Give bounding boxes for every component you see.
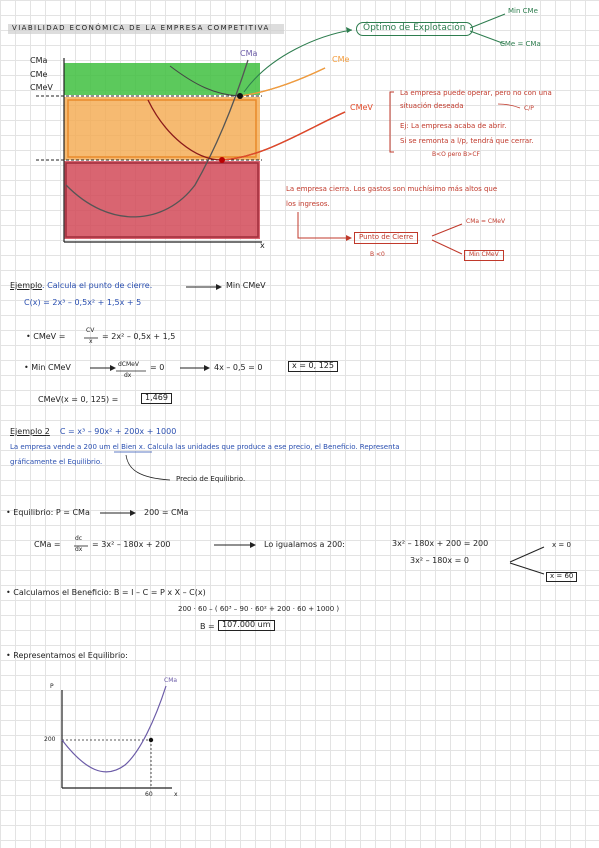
cierre-branch-down bbox=[432, 240, 462, 254]
curve-label-cme: CMe bbox=[332, 55, 350, 64]
optimo-arrow-head bbox=[346, 27, 352, 33]
optimo-point bbox=[237, 93, 243, 99]
y-label-cma: CMa bbox=[30, 56, 48, 65]
ej1-label: Ejemplo bbox=[10, 281, 43, 290]
deriv-den: dx bbox=[124, 372, 132, 379]
cma-dx: dx bbox=[75, 546, 83, 553]
zone-red bbox=[64, 161, 260, 239]
ej2-line-1: La empresa vende a 200 um el Bien x. Calcula las unidades que produce a ese precio, el Beneficio. Representa bbox=[10, 443, 400, 451]
note-line-3: Ej: La empresa acaba de abrir. bbox=[400, 122, 507, 130]
graph1-x-label: x bbox=[260, 241, 265, 250]
graph2-x-label: x bbox=[174, 791, 178, 798]
optimo-branch-up bbox=[470, 14, 505, 28]
x-branch-down bbox=[510, 563, 544, 574]
cmev-frac-num: CV bbox=[86, 327, 95, 334]
graph2-y-tick: 200 bbox=[44, 736, 56, 743]
deriv-eq: 4x – 0,5 = 0 bbox=[214, 363, 263, 372]
cma-left: CMa = bbox=[34, 540, 61, 549]
cierre-point bbox=[219, 157, 225, 163]
igualamos-label: Lo igualamos a 200: bbox=[264, 540, 345, 549]
ej1-arrow-head bbox=[216, 284, 222, 290]
note-line-1: La empresa puede operar, pero no con una bbox=[400, 89, 552, 97]
graph2-x-tick: 60 bbox=[145, 791, 153, 798]
eq-line-1: 3x² – 180x + 200 = 200 bbox=[392, 539, 489, 548]
x-sixty-box: x = 60 bbox=[546, 572, 577, 582]
cmev-frac-den: x bbox=[89, 338, 93, 345]
min-arrow-head bbox=[110, 365, 116, 371]
graph2-p-label: P bbox=[50, 683, 54, 690]
cma-right: = 3x² – 180x + 200 bbox=[92, 540, 171, 549]
zone-orange bbox=[64, 97, 260, 160]
note-line-4: Si se remonta a l/p, tendrá que cerrar. bbox=[400, 137, 534, 145]
cierre-cma-cmev: CMa = CMeV bbox=[466, 218, 506, 225]
eq-line-2: 3x² – 180x = 0 bbox=[410, 556, 469, 565]
precio-equilibrio: Precio de Equilibrio. bbox=[176, 475, 246, 483]
cierre-arrow-head bbox=[346, 235, 352, 241]
ej1-text: . Calcula el punto de cierre. bbox=[42, 281, 153, 290]
graph2-eq-point bbox=[149, 738, 153, 742]
beneficio-result-box: 107.000 um bbox=[218, 620, 275, 631]
page-title: VIABILIDAD ECONÓMICA DE LA EMPRESA COMPETITIVA bbox=[12, 24, 270, 32]
note-line-2: situación deseada bbox=[400, 102, 464, 110]
note-cp: C/P bbox=[524, 105, 534, 112]
cmev-left: • CMeV = bbox=[26, 332, 66, 341]
cmev-right: = 2x² – 0,5x + 1,5 bbox=[102, 332, 176, 341]
cierre-line-2: los ingresos. bbox=[286, 200, 330, 208]
cmev-eval: CMeV(x = 0, 125) = bbox=[38, 395, 119, 404]
punto-cierre-box: Punto de Cierre bbox=[354, 232, 418, 244]
eq-arrow-head bbox=[130, 510, 136, 516]
min-cme-label: Min CMe bbox=[508, 7, 538, 15]
deriv-arrow-head bbox=[204, 365, 210, 371]
note-line-5: B<O pero B>CF bbox=[432, 151, 480, 158]
equilibrio-result: 200 = CMa bbox=[144, 508, 189, 517]
cierre-line-1: La empresa cierra. Los gastos son muchísimo más altos que bbox=[286, 185, 498, 193]
deriv-eq0: = 0 bbox=[150, 363, 165, 372]
equilibrio-label: • Equilibrio: P = CMa bbox=[6, 508, 90, 517]
y-label-cmev: CMeV bbox=[30, 83, 53, 92]
x-zero: x = 0 bbox=[552, 541, 571, 549]
x-result-box: x = 0, 125 bbox=[288, 361, 338, 372]
optimo-label: Óptimo de Explotación bbox=[356, 22, 473, 36]
y-label-cme: CMe bbox=[30, 70, 48, 79]
representamos-label: • Representamos el Equilibrio: bbox=[6, 651, 128, 660]
beneficio-calc: 200 · 60 – ( 60³ – 90 · 60² + 200 · 60 + 1000 ) bbox=[178, 605, 340, 613]
graph2-curve-label: CMa bbox=[164, 677, 178, 684]
precio-arrow bbox=[126, 455, 170, 480]
graph2-cma-curve bbox=[62, 686, 166, 772]
cp-arrow bbox=[498, 104, 520, 108]
deriv-num: dCMeV bbox=[118, 361, 139, 368]
ej1-arrow-label: Min CMeV bbox=[226, 281, 266, 290]
cma-dc: dc bbox=[75, 535, 83, 542]
zone-green bbox=[64, 63, 260, 95]
cierre-arrow bbox=[298, 212, 350, 238]
ej1-cost: C(x) = 2x³ – 0,5x² + 1,5x + 5 bbox=[24, 298, 142, 307]
cierre-b: B <0 bbox=[370, 251, 385, 258]
cmev-result-box: 1,469 bbox=[141, 393, 172, 404]
beneficio-b-label: B = bbox=[200, 622, 215, 631]
curve-label-cmev: CMeV bbox=[350, 103, 373, 112]
ej2-cost: C = x³ – 90x² + 200x + 1000 bbox=[59, 427, 177, 436]
cma-arrow-head bbox=[250, 542, 256, 548]
min-cmev-label: • Min CMeV bbox=[24, 363, 71, 372]
min-cmev-box: Min CMeV bbox=[464, 250, 504, 261]
notes-bracket bbox=[390, 92, 394, 152]
ej2-label: Ejemplo 2 bbox=[10, 427, 50, 436]
cme-cma-label: CMe = CMa bbox=[500, 40, 541, 48]
cierre-branch-up bbox=[432, 224, 462, 236]
ej2-line-2: gráficamente el Equilibrio. bbox=[10, 458, 103, 466]
beneficio-label: • Calculamos el Beneficio: B = I – C = P x X – C(x) bbox=[6, 588, 206, 597]
curve-label-cma: CMa bbox=[240, 49, 258, 58]
x-branch-up bbox=[510, 547, 544, 562]
